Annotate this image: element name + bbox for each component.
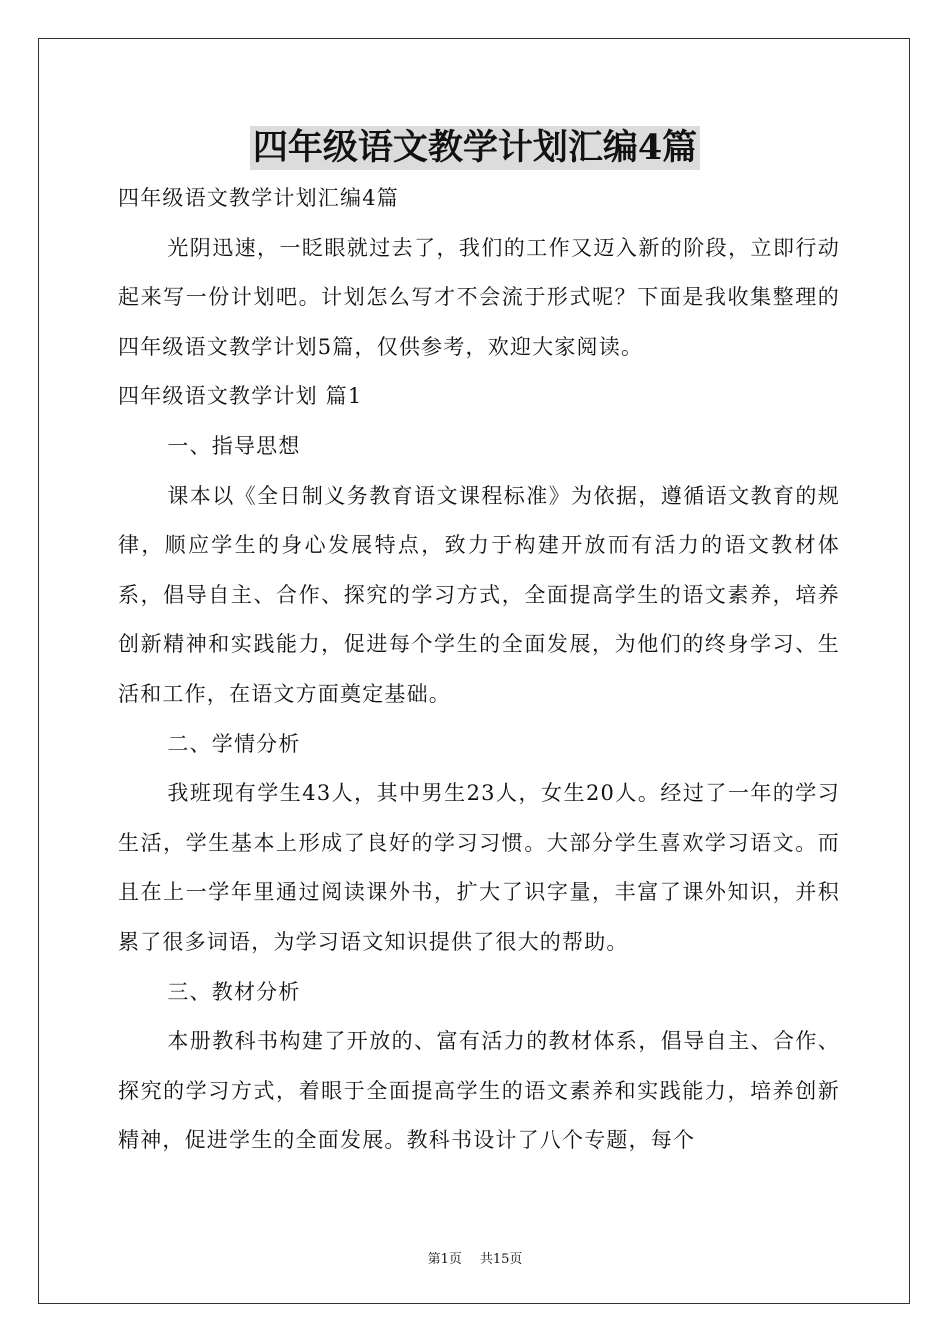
- heading-student-analysis: 二、学情分析: [167, 731, 301, 756]
- document-subtitle: 四年级语文教学计划汇编4篇: [118, 186, 399, 210]
- paragraph-guiding-thought: 课本以《全日制义务教育语文课程标准》为依据，遵循语文教育的规律，顺应学生的身心发展特点，致力于构建开放而有活力的语文教材体系，倡导自主、合作、探究的学习方式，全面提高学生的语文素养，培养创新精神和实践能力，促进每个学生的全面发展，为他们的终身学习、生活和工作，在语文方面奠定基础。: [118, 483, 840, 706]
- page-number: 第1页: [427, 1252, 462, 1267]
- document-body: [118, 174, 840, 1166]
- heading-textbook-analysis: 三、教材分析: [167, 979, 301, 1004]
- heading-guiding-thought: 一、指导思想: [167, 433, 301, 458]
- page-footer: [0, 1248, 950, 1267]
- document-title-block: [0, 126, 950, 170]
- document-title: 四年级语文教学计划汇编4篇: [250, 126, 700, 170]
- paragraph-textbook-analysis: 本册教科书构建了开放的、富有活力的教材体系，倡导自主、合作、探究的学习方式，着眼于全面提高学生的语文素养和实践能力，培养创新精神，促进学生的全面发展。教科书设计了八个专题，每个: [118, 1029, 840, 1153]
- intro-paragraph: 光阴迅速，一眨眼就过去了，我们的工作又迈入新的阶段，立即行动起来写一份计划吧。计划怎么写才不会流于形式呢？下面是我收集整理的四年级语文教学计划5篇，仅供参考，欢迎大家阅读。: [118, 235, 840, 359]
- paragraph-student-analysis: 我班现有学生43人，其中男生23人，女生20人。经过了一年的学习生活，学生基本上形成了良好的学习习惯。大部分学生喜欢学习语文。而且在上一学年里通过阅读课外书，扩大了识字量，丰富了课外知识，并积累了很多词语，为学习语文知识提供了很大的帮助。: [118, 781, 840, 954]
- section-title: 四年级语文教学计划 篇1: [118, 384, 363, 409]
- page-total: 共15页: [479, 1252, 523, 1267]
